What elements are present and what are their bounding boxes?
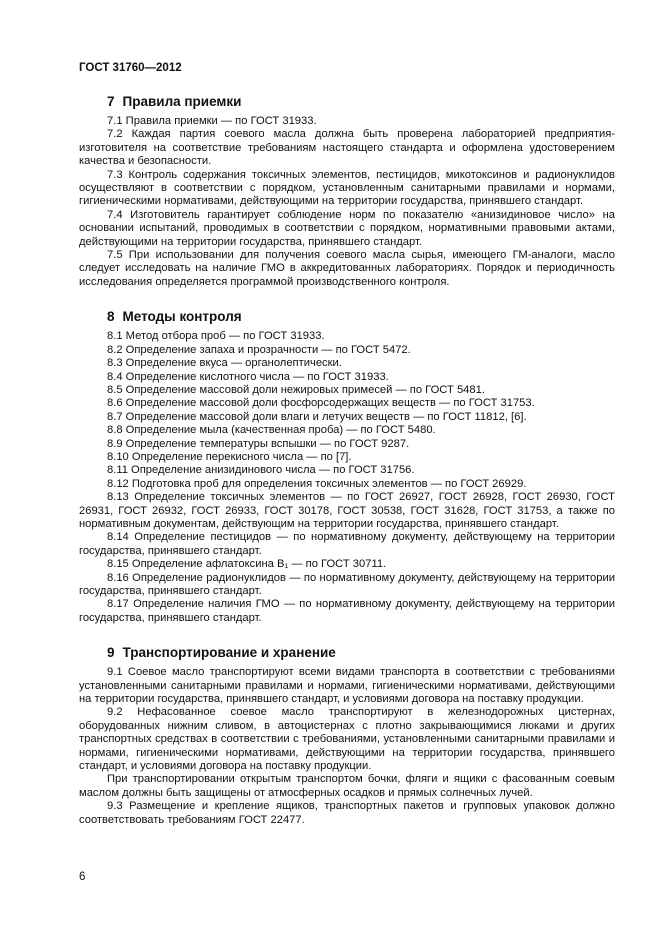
paragraph: 7.5 При использовании для получения соевого масла сырья, имеющего ГМ-аналоги, масло следует исследовать на наличие ГМО в аккредитованных лабораториях. Порядок и периодичность исследования определяется программой производственного контроля. [79,249,615,288]
paragraph: 7.2 Каждая партия соевого масла должна быть проверена лабораторией предприятия-изготовителя на соответствие требованиям настоящего стандарта и оформлена удостоверением качества и безопасности. [79,128,615,168]
section-title [79,645,615,660]
paragraph: 8.14 Определение пестицидов — по нормативному документу, действующему на территории государства, принявшего стандарт. [79,531,615,557]
section-heading: Правила приемки [122,94,242,109]
paragraph: 8.2 Определение запаха и прозрачности — по ГОСТ 5472. [107,343,411,356]
section-number: 9 [107,645,115,661]
section-title [79,94,615,109]
section-heading: Методы контроля [122,309,242,325]
paragraph: 9.1 Соевое масло транспортируют всеми видами транспорта в соответствии с требованиями установленными санитарными правилами и нормами, гигиеническими нормативами, действующими на территории государства, принявшего стандарт, и условиями договора на поставку продукции. [79,666,615,706]
paragraph: 8.13 Определение токсичных элементов — по ГОСТ 26927, ГОСТ 26928, ГОСТ 26930, ГОСТ 26931, ГОСТ 26932, ГОСТ 26933, ГОСТ 30178, ГОСТ 30538, ГОСТ 31628, ГОСТ 31753, а также по нормативным документам, действующим на территории государства, принявшего стандарт. [79,491,615,530]
section-heading: Транспортирование и хранение [122,645,336,661]
paragraph: 8.12 Подготовка проб для определения токсичных элементов — по ГОСТ 26929. [107,477,527,490]
paragraph: 8.8 Определение мыла (качественная проба) — по ГОСТ 5480. [107,424,436,437]
paragraph: 8.10 Определение перекисного числа — по [7]. [107,450,352,463]
paragraph: 8.4 Определение кислотного числа — по ГОСТ 31933. [107,370,389,383]
section-8 [79,309,615,625]
section-number: 8 [107,309,115,325]
paragraph: 7.3 Контроль содержания токсичных элементов, пестицидов, микотоксинов и радионуклидов осуществляют в соответствии с порядком, установленным санитарными правилами и нормами, гигиеническими нормативами, действующими на территории государства, принявшего стандарт. [79,168,615,208]
paragraph: 8.17 Определение наличия ГМО — по нормативному документу, действующему на территории государства, принявшего стандарт. [79,598,615,624]
paragraph: 8.9 Определение температуры вспышки — по ГОСТ 9287. [107,437,410,450]
paragraph: 8.15 Определение афлатоксина B₁ — по ГОСТ 30711. [107,558,387,571]
paragraph: 8.1 Метод отбора проб — по ГОСТ 31933. [107,330,325,343]
paragraph: 8.16 Определение радионуклидов — по нормативному документу, действующему на территории государства, принявшего стандарт. [79,571,615,597]
paragraph: 7.4 Изготовитель гарантирует соблюдение норм по показателю «анизидиновое число» на основании испытаний, проводимых в соответствии с порядком, нормативными правовыми актами, действующими на территории государства, принявшего стандарт. [79,208,615,248]
document-code: ГОСТ 31760—2012 [79,62,182,74]
paragraph: 9.2 Нефасованное соевое масло транспортируют в железнодорожных цистернах, оборудованных нижним сливом, в автоцистернах с плотно закрывающимися люками и других транспортных средствах в соответствии с требованиями, установленными санитарными правилами и нормами, гигиеническими нормативами, действующими на территории государства, принявшего стандарт, и условиями договора на поставку продукции. [79,706,615,773]
section-title [79,309,615,324]
paragraph: 9.3 Размещение и крепление ящиков, транспортных пакетов и групповых упаковок должно соответствовать требованиям ГОСТ 22477. [79,800,615,826]
section-number: 7 [107,94,115,109]
page-number: 6 [79,871,86,883]
section-7 [79,94,615,289]
paragraph: 8.11 Определение анизидинового числа — по ГОСТ 31756. [107,464,415,477]
paragraph: 8.7 Определение массовой доли влаги и летучих веществ — по ГОСТ 11812, [6]. [107,410,527,423]
section-9 [79,645,615,827]
paragraph: При транспортировании открытым транспортом бочки, фляги и ящики с фасованным соевым маслом должны быть защищены от атмосферных осадков и прямых солнечных лучей. [79,773,615,799]
paragraph: 8.3 Определение вкуса — органолептически. [107,357,342,370]
paragraph: 8.5 Определение массовой доли нежировых примесей — по ГОСТ 5481. [107,383,485,396]
paragraph: 8.6 Определение массовой доли фосфорсодержащих веществ — по ГОСТ 31753. [107,397,535,410]
paragraph: 7.1 Правила приемки — по ГОСТ 31933. [107,115,317,127]
